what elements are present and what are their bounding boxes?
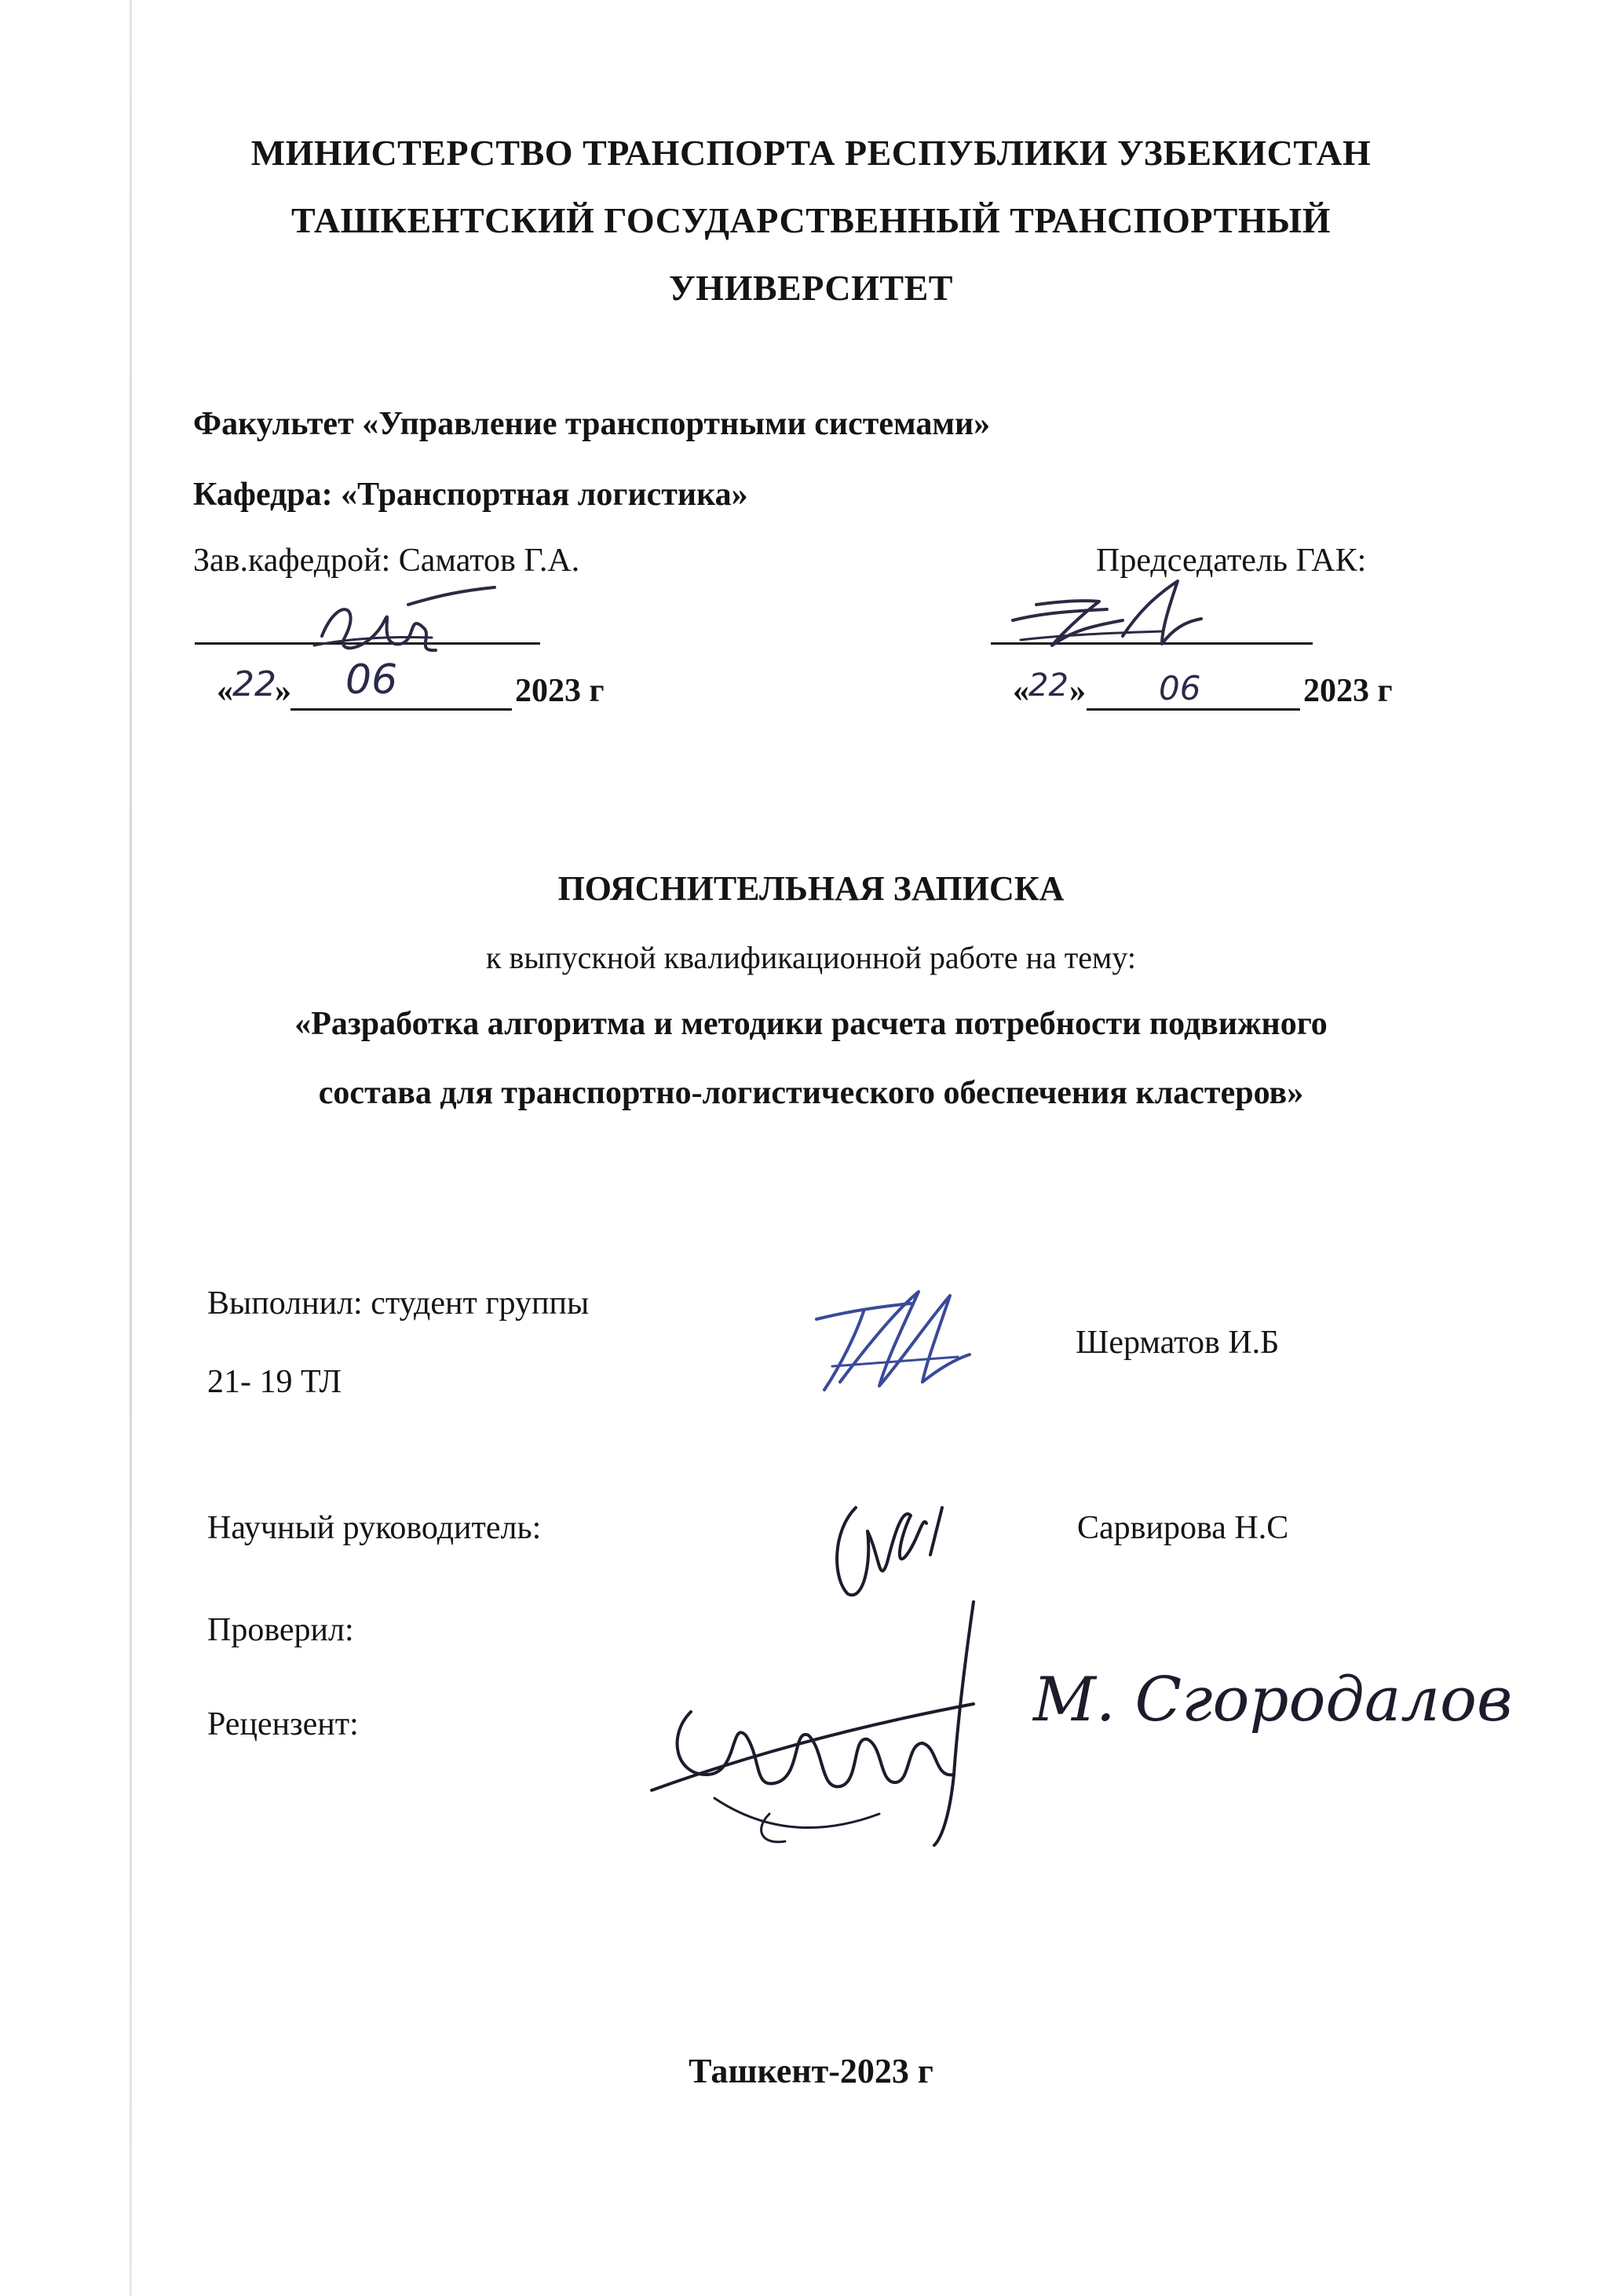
reviewer-signature (644, 1594, 1013, 1853)
head-signature (298, 581, 502, 675)
student-name: Шерматов И.Б (1076, 1325, 1280, 1361)
reviewer-label: Рецензент: (207, 1706, 359, 1742)
chairman-date-open: « (1013, 673, 1029, 709)
department-line: Кафедра: «Транспортная логистика» (193, 477, 748, 513)
chairman-date-day: 22 (1028, 667, 1069, 704)
topic-line1: «Разработка алгоритма и методики расчета потребности подвижного (294, 1006, 1328, 1042)
head-date-month-line (290, 708, 512, 711)
ministry-heading: МИНИСТЕРСТВО ТРАНСПОРТА РЕСПУБЛИКИ УЗБЕКИСТАН (250, 133, 1372, 173)
chairman-label: Председатель ГАК: (1096, 543, 1367, 579)
student-label: Выполнил: студент группы (207, 1285, 590, 1322)
reviewer-handwritten-name: М. Сгородалов (1033, 1665, 1513, 1735)
checked-label: Проверил: (207, 1612, 354, 1648)
chairman-signature (1005, 573, 1209, 660)
chairman-date-close: » (1069, 673, 1086, 709)
supervisor-label: Научный руководитель: (207, 1510, 542, 1546)
supervisor-signature (824, 1484, 966, 1610)
head-date-day: 22 (232, 664, 276, 704)
head-date-open: « (217, 673, 233, 709)
footer-city-year: Ташкент-2023 г (689, 2052, 933, 2090)
chairman-date-month-line (1087, 708, 1300, 711)
head-date-close: » (275, 673, 291, 709)
head-of-department-label: Зав.кафедрой: Саматов Г.А. (193, 543, 580, 579)
document-subtitle: к выпускной квалификационной работе на тему: (486, 940, 1136, 975)
university-heading-line1: ТАШКЕНТСКИЙ ГОСУДАРСТВЕННЫЙ ТРАНСПОРТНЫЙ (291, 200, 1331, 240)
page-edge (130, 0, 132, 2296)
document-title: ПОЯСНИТЕЛЬНАЯ ЗАПИСКА (557, 869, 1065, 908)
university-heading-line2: УНИВЕРСИТЕТ (669, 268, 953, 308)
chairman-date-year: 2023 г (1303, 673, 1393, 709)
supervisor-name: Сарвирова Н.С (1077, 1510, 1289, 1546)
chairman-date-month: 06 (1159, 669, 1201, 707)
faculty-line: Факультет «Управление транспортными системами» (193, 406, 991, 442)
head-date-month: 06 (345, 656, 398, 704)
head-date-year: 2023 г (515, 673, 605, 709)
student-signature (809, 1288, 974, 1398)
topic-line2: состава для транспортно-логистического обеспечения кластеров» (318, 1075, 1304, 1111)
student-group: 21- 19 ТЛ (207, 1364, 342, 1400)
